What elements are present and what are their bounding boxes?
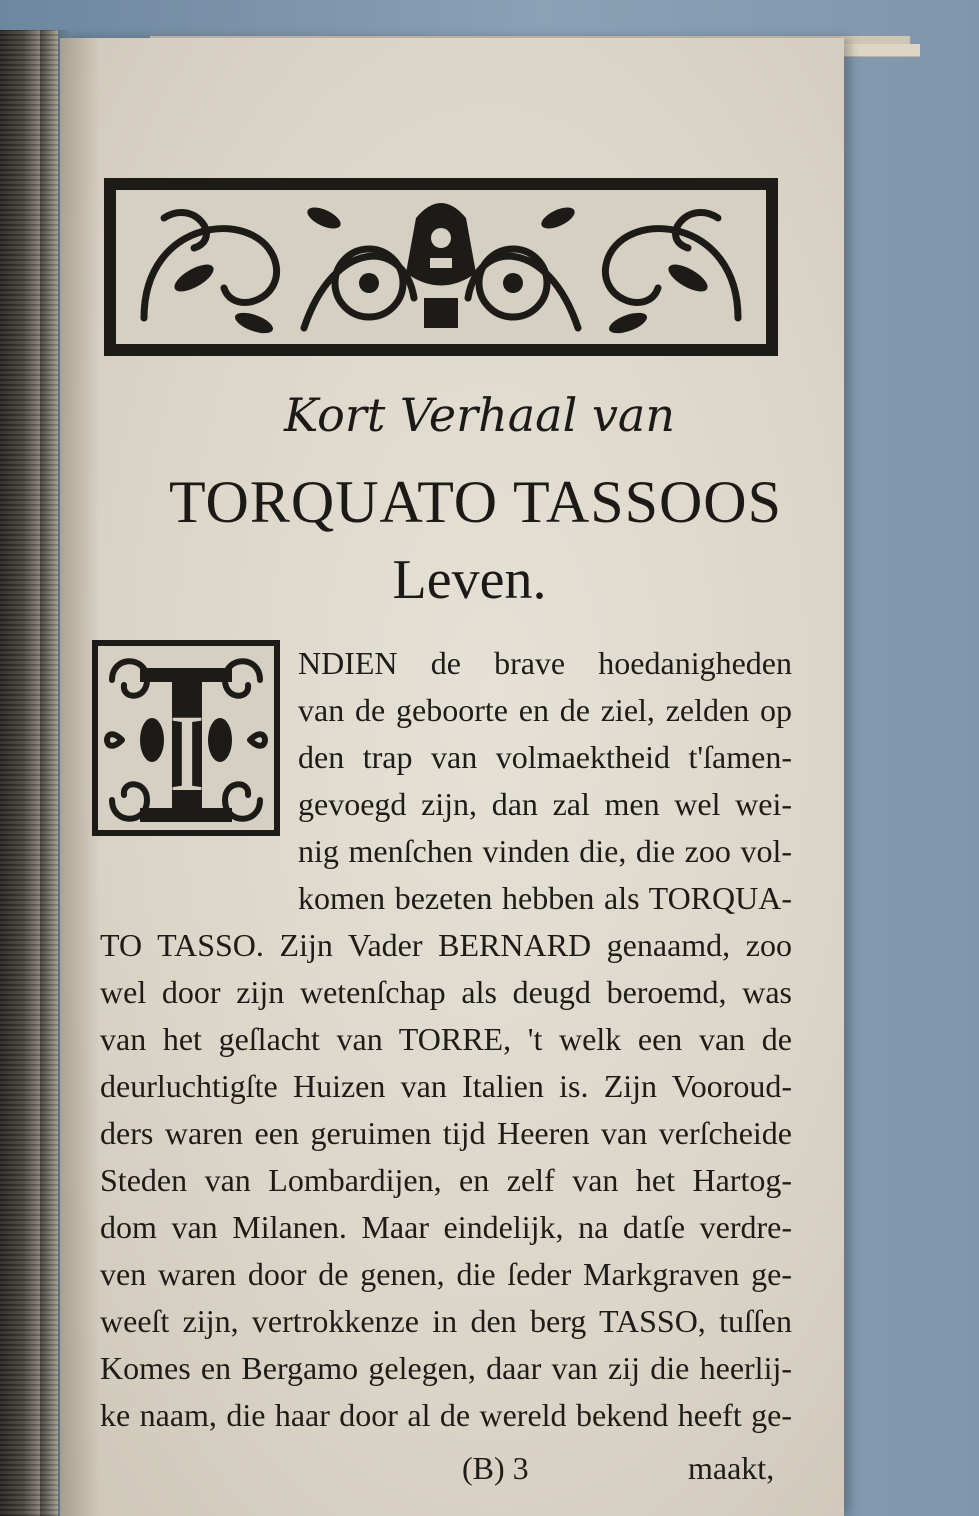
text-line: wel door zijn wetenſchap als deugd beroemd, was <box>100 974 792 1010</box>
text-line: nig menſchen vinden die, die zoo vol- <box>298 833 792 869</box>
decorated-initial <box>92 640 280 836</box>
title-line-leven: Leven. <box>392 549 547 611</box>
catchword: maakt, <box>688 1450 775 1486</box>
text-line: ven waren door de genen, die ſeder Markgraven ge- <box>100 1256 792 1292</box>
signature-mark: (B) 3 <box>462 1450 529 1486</box>
title-line-kort-verhaal: Kort Verhaal van <box>284 388 675 442</box>
text-line: komen bezeten hebben als TORQUA- <box>298 880 792 916</box>
initial-letter: I <box>168 692 206 814</box>
ornamental-headpiece <box>104 178 778 356</box>
text-line: Komes en Bergamo gelegen, daar van zij die heerlij- <box>100 1350 792 1386</box>
text-line: dom van Milanen. Maar eindelijk, na datſe verdre- <box>100 1209 792 1245</box>
title-line-torquato-tassoos: TORQUATO TASSOOS <box>168 469 782 535</box>
text-line: deurluchtigſte Huizen van Italien is. Zijn Vooroud- <box>100 1068 792 1104</box>
text-line: van het geſlacht van TORRE, 't welk een van de <box>100 1021 792 1057</box>
text-line: Steden van Lombardijen, en zelf van het Hartog- <box>100 1162 792 1198</box>
text-line: ders waren een geruimen tijd Heeren van verſcheide <box>100 1115 792 1151</box>
text-line: NDIEN de brave hoedanigheden <box>298 645 792 681</box>
text-line: TO TASSO. Zijn Vader BERNARD genaamd, zoo <box>100 927 792 963</box>
text-line: weeſt zijn, vertrokkenze in den berg TASSO, tuſſen <box>100 1303 792 1339</box>
text-line: ke naam, die haar door al de wereld bekend heeft ge- <box>100 1397 792 1433</box>
text-line: den trap van volmaektheid t'ſamen- <box>298 739 792 775</box>
text-line: van de geboorte en de ziel, zelden op <box>298 692 792 728</box>
text-line: gevoegd zijn, dan zal men wel wei- <box>298 786 792 822</box>
